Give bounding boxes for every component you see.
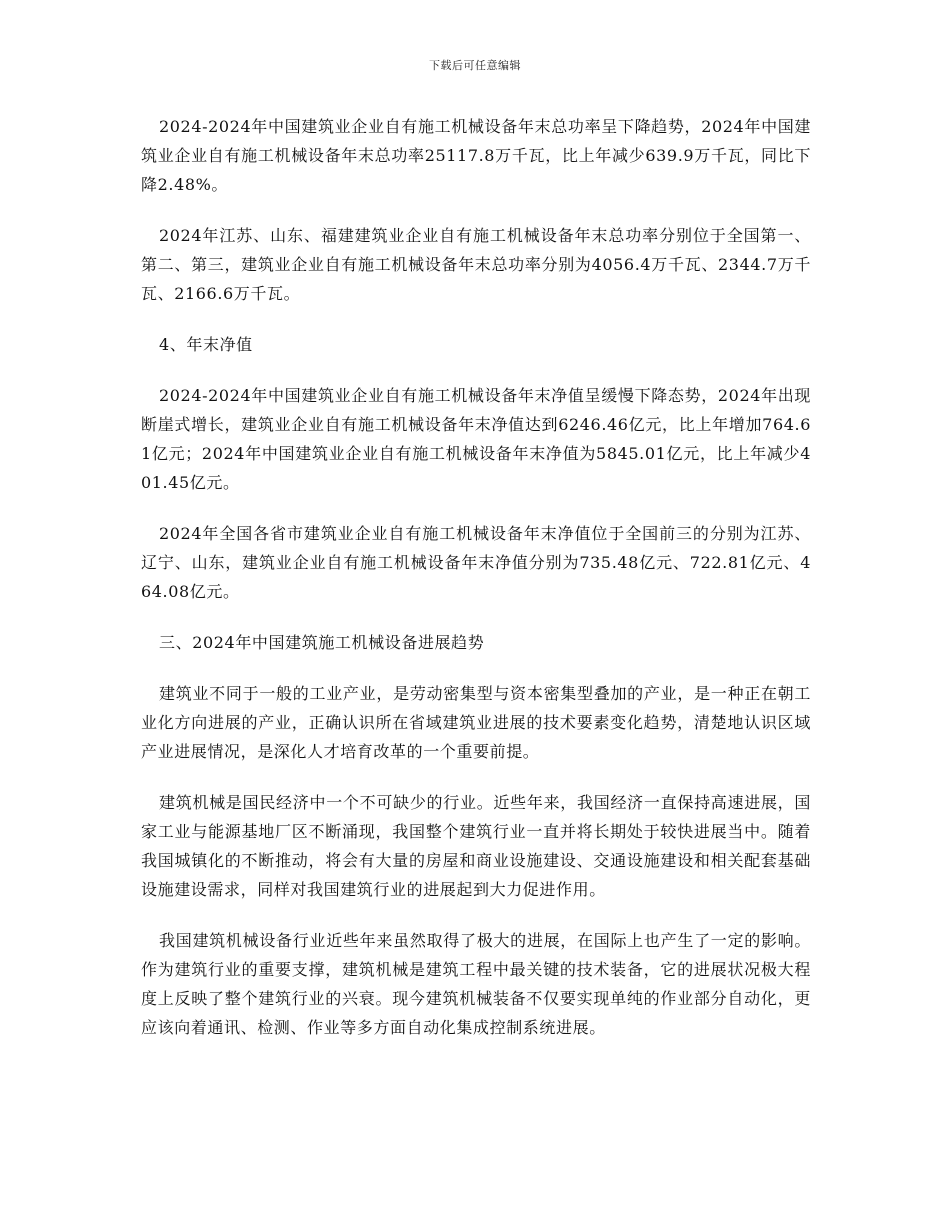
paragraph-net-value-trend: 2024-2024年中国建筑业企业自有施工机械设备年末净值呈缓慢下降态势，2024年出现断崖式增长，建筑业企业自有施工机械设备年末净值达到6246.46亿元，比上年增加764.61亿元；2024年中国建筑业企业自有施工机械设备年末净值为5845.01亿元，比上年减少401.45亿元。 bbox=[141, 386, 811, 492]
paragraph-machinery-outlook: 我国建筑机械设备行业近些年来虽然取得了极大的进展，在国际上也产生了一定的影响。作为建筑行业的重要支撑，建筑机械是建筑工程中最关键的技术装备，它的进展状况极大程度上反映了整个建筑行业的兴衰。现今建筑机械装备不仅要实现单纯的作业部分自动化，更应该向着通讯、检测、作业等多方面自动化集成控制系统进展。 bbox=[141, 931, 811, 1037]
paragraph-total-power-provinces: 2024年江苏、山东、福建建筑业企业自有施工机械设备年末总功率分别位于全国第一、第二、第三，建筑业企业自有施工机械设备年末总功率分别为4056.4万千瓦、2344.7万千瓦、2166.6万千瓦。 bbox=[141, 226, 811, 303]
paragraph-total-power-trend: 2024-2024年中国建筑业企业自有施工机械设备年末总功率呈下降趋势，2024年中国建筑业企业自有施工机械设备年末总功率25117.8万千瓦，比上年减少639.9万千瓦，同比下降2.48%。 bbox=[141, 117, 811, 194]
paragraph-industry-nature: 建筑业不同于一般的工业产业，是劳动密集型与资本密集型叠加的产业，是一种正在朝工业化方向进展的产业，正确认识所在省域建筑业进展的技术要素变化趋势，清楚地认识区域产业进展情况，是深化人才培育改革的一个重要前提。 bbox=[141, 684, 811, 761]
document-body bbox=[141, 112, 811, 1064]
paragraph-construction-machinery-role: 建筑机械是国民经济中一个不可缺少的行业。近些年来，我国经济一直保持高速进展，国家工业与能源基地厂区不断涌现，我国整个建筑行业一直并将长期处于较快进展当中。随着我国城镇化的不断推动，将会有大量的房屋和商业设施建设、交通设施建设和相关配套基础设施建设需求，同样对我国建筑行业的进展起到大力促进作用。 bbox=[141, 793, 811, 899]
section-heading-development-trend: 三、2024年中国建筑施工机械设备进展趋势 bbox=[159, 633, 485, 652]
paragraph-net-value-provinces: 2024年全国各省市建筑业企业自有施工机械设备年末净值位于全国前三的分别为江苏、辽宁、山东，建筑业企业自有施工机械设备年末净值分别为735.48亿元、722.81亿元、464.08亿元。 bbox=[141, 524, 811, 601]
page-header: 下载后可任意编辑 bbox=[429, 59, 521, 72]
section-heading-net-value: 4、年末净值 bbox=[159, 335, 253, 354]
